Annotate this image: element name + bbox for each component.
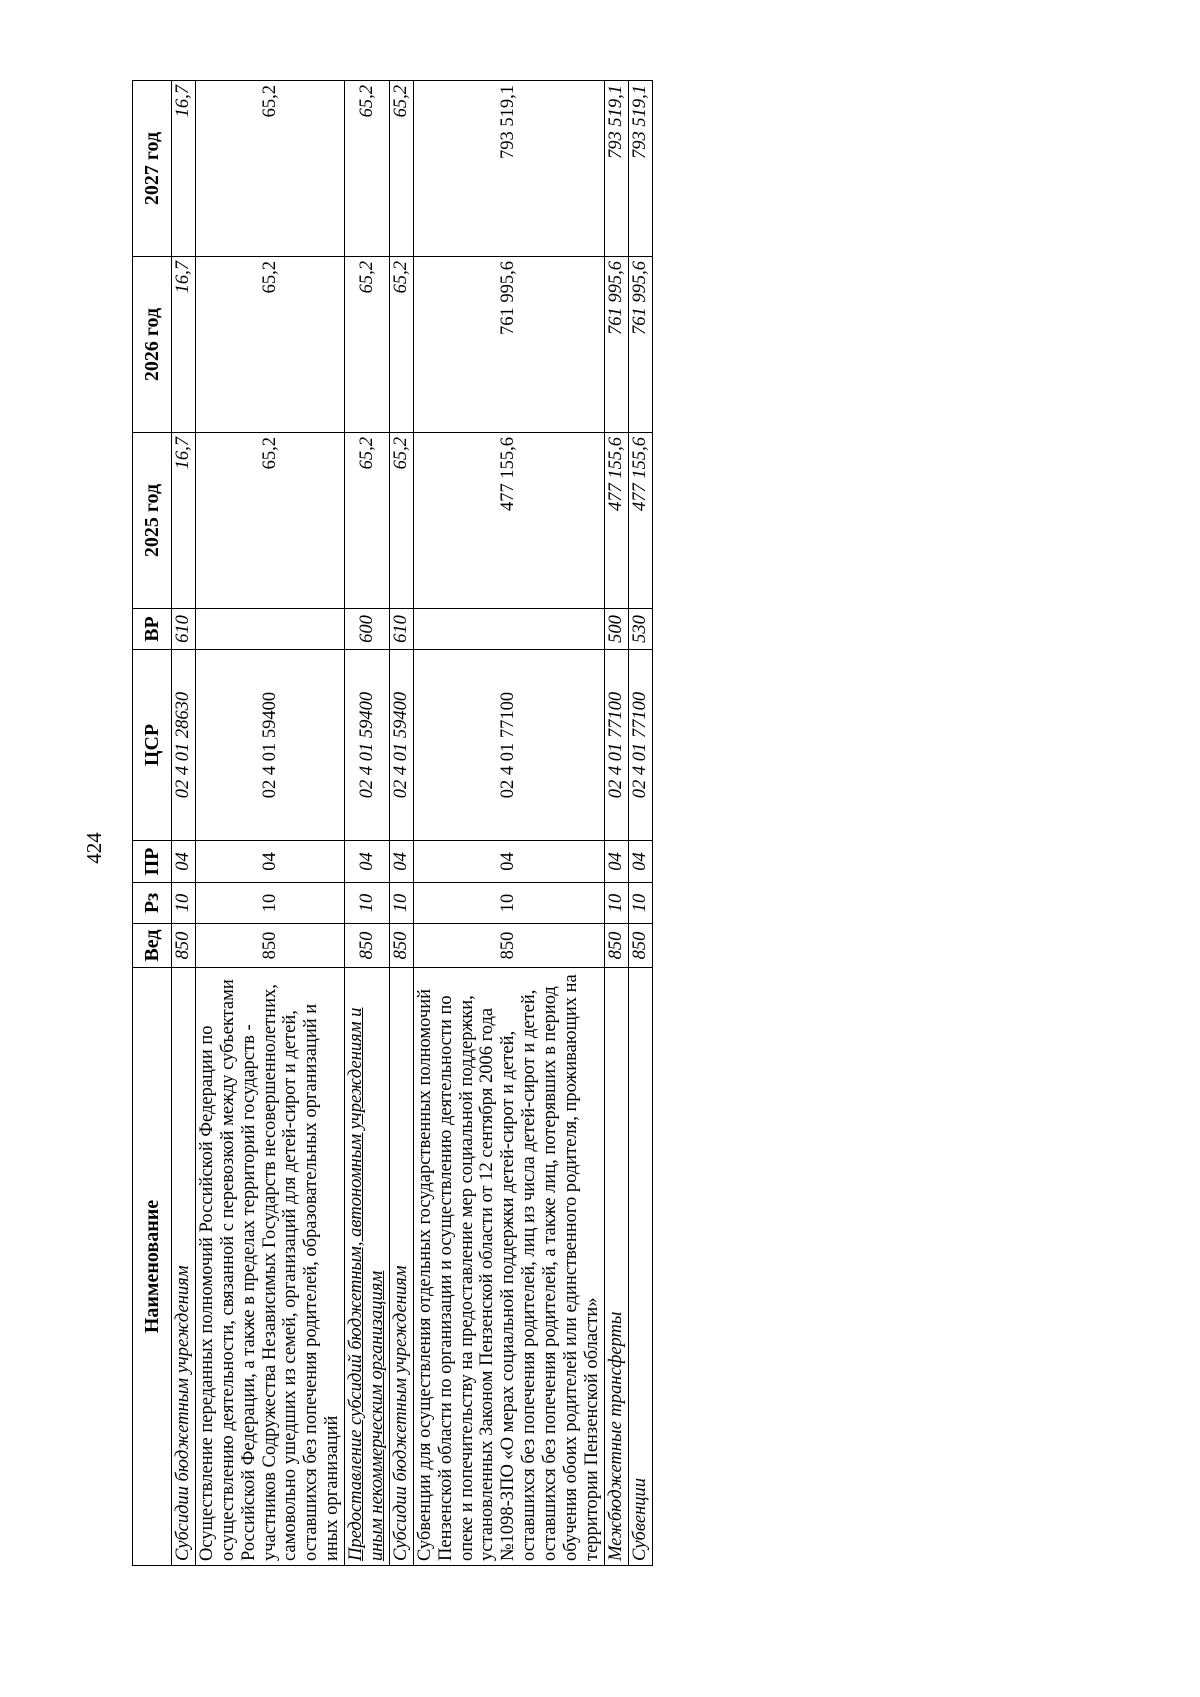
row-vr: 500 — [604, 609, 628, 650]
row-ved: 850 — [345, 924, 390, 968]
header-vr: ВР — [133, 609, 172, 650]
row-ved: 850 — [628, 924, 652, 968]
row-name: Осуществление переданных полномочий Российской Федерации по осуществлению деятельности, связанной с перевозкой между субъектами Российской Федерации, а также в пределах территорий государств - участников Содружества Независимых Государств несовершеннолетних, самовольно ушедших из семей, организаций для детей-сирот и детей, оставшихся без попечения родителей, образовательных организаций и иных организаций — [195, 968, 344, 1566]
row-vr: 610 — [389, 609, 413, 650]
table-row — [604, 81, 628, 1566]
row-ved: 850 — [604, 924, 628, 968]
row-2025: 65,2 — [345, 433, 390, 609]
row-2026: 65,2 — [345, 257, 390, 433]
row-2026: 761 995,6 — [628, 257, 652, 433]
row-2025: 477 155,6 — [604, 433, 628, 609]
table-row — [389, 81, 413, 1566]
row-csr: 02 4 01 77100 — [413, 650, 604, 841]
row-2027: 793 519,1 — [413, 81, 604, 257]
header-csr: ЦСР — [133, 650, 172, 841]
row-2026: 65,2 — [195, 257, 344, 433]
row-csr: 02 4 01 77100 — [604, 650, 628, 841]
row-2025: 65,2 — [195, 433, 344, 609]
row-name: Субвенции — [628, 968, 652, 1566]
table-row — [172, 81, 196, 1566]
header-2027: 2027 год — [133, 81, 172, 257]
table-row — [345, 81, 390, 1566]
row-2025: 16,7 — [172, 433, 196, 609]
row-vr — [195, 609, 344, 650]
row-name: Межбюджетные трансферты — [604, 968, 628, 1566]
row-rz: 10 — [345, 883, 390, 924]
row-pr: 04 — [604, 841, 628, 883]
budget-table — [132, 80, 653, 1566]
header-name: Наименование — [133, 968, 172, 1566]
row-rz: 10 — [172, 883, 196, 924]
row-pr: 04 — [172, 841, 196, 883]
row-2026: 761 995,6 — [604, 257, 628, 433]
header-ved: Вед — [133, 924, 172, 968]
header-pr: ПР — [133, 841, 172, 883]
row-2025: 477 155,6 — [413, 433, 604, 609]
page-number: 424 — [82, 832, 106, 864]
row-2027: 65,2 — [389, 81, 413, 257]
row-rz: 10 — [604, 883, 628, 924]
row-name: Субсидии бюджетным учреждениям — [389, 968, 413, 1566]
row-2026: 16,7 — [172, 257, 196, 433]
row-2027: 793 519,1 — [604, 81, 628, 257]
row-2027: 16,7 — [172, 81, 196, 257]
row-rz: 10 — [389, 883, 413, 924]
row-2025: 65,2 — [389, 433, 413, 609]
row-name: Предоставление субсидий бюджетным, автономным учреждениям и иным некоммерческим организациям — [345, 968, 390, 1566]
row-ved: 850 — [413, 924, 604, 968]
row-2026: 761 995,6 — [413, 257, 604, 433]
row-2026: 65,2 — [389, 257, 413, 433]
row-csr: 02 4 01 59400 — [195, 650, 344, 841]
row-csr: 02 4 01 59400 — [345, 650, 390, 841]
row-name: Субсидии бюджетным учреждениям — [172, 968, 196, 1566]
row-csr: 02 4 01 77100 — [628, 650, 652, 841]
row-name: Субвенции для осуществления отдельных государственных полномочий Пензенской области по организации и осуществлению деятельности по опеке и попечительству на предоставление мер социальной поддержки, установленных Законом Пензенской области от 12 сентября 2006 года №1098-ЗПО «О мерах социальной поддержки детей-сирот и детей, оставшихся без попечения родителей, лиц из числа детей-сирот и детей, оставшихся без попечения родителей, а также лиц, потерявших в период обучения обоих родителей или единственного родителя, проживающих на территории Пензенской области» — [413, 968, 604, 1566]
row-rz: 10 — [413, 883, 604, 924]
row-pr: 04 — [345, 841, 390, 883]
row-2027: 65,2 — [195, 81, 344, 257]
row-2027: 793 519,1 — [628, 81, 652, 257]
row-pr: 04 — [413, 841, 604, 883]
row-pr: 04 — [195, 841, 344, 883]
rotated-page-content — [132, 81, 1004, 1566]
row-ved: 850 — [389, 924, 413, 968]
table-header-row — [133, 81, 172, 1566]
row-vr: 530 — [628, 609, 652, 650]
row-rz: 10 — [628, 883, 652, 924]
row-2025: 477 155,6 — [628, 433, 652, 609]
row-vr — [413, 609, 604, 650]
header-2025: 2025 год — [133, 433, 172, 609]
table-row — [195, 81, 344, 1566]
row-ved: 850 — [172, 924, 196, 968]
row-2027: 65,2 — [345, 81, 390, 257]
table-row — [413, 81, 604, 1566]
row-vr: 610 — [172, 609, 196, 650]
row-rz: 10 — [195, 883, 344, 924]
row-pr: 04 — [628, 841, 652, 883]
header-2026: 2026 год — [133, 257, 172, 433]
row-csr: 02 4 01 28630 — [172, 650, 196, 841]
row-csr: 02 4 01 59400 — [389, 650, 413, 841]
row-vr: 600 — [345, 609, 390, 650]
header-rz: Рз — [133, 883, 172, 924]
row-pr: 04 — [389, 841, 413, 883]
row-ved: 850 — [195, 924, 344, 968]
table-row — [628, 81, 652, 1566]
